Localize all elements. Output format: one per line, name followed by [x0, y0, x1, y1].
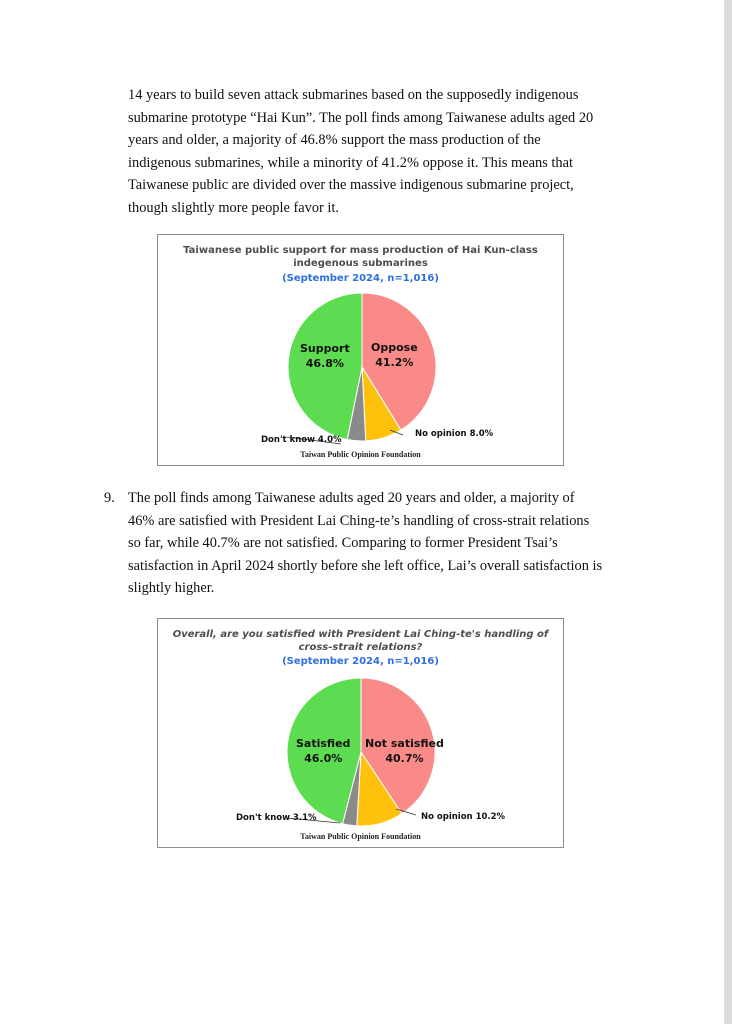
- slice-name: Satisfied: [296, 737, 351, 750]
- chart-subtitle: (September 2024, n=1,016): [282, 273, 439, 284]
- text-line: 46% are satisfied with President Lai Ching-te’s handling of cross-strait relations: [128, 512, 590, 529]
- pie-svg: [158, 235, 563, 465]
- text-line: indigenous submarines, while a minority of 41.2% oppose it. This means that: [128, 154, 573, 171]
- text-line: submarine prototype “Hai Kun”. The poll finds among Taiwanese adults aged 20: [128, 109, 594, 126]
- slice-value: 41.2%: [375, 356, 414, 369]
- slice-label-no-opinion: No opinion 10.2%: [421, 812, 506, 822]
- paragraph-item-9: [128, 487, 628, 600]
- slice-name: Not satisfied: [365, 737, 444, 750]
- text-line: 14 years to build seven attack submarines based on the supposedly indigenous: [128, 87, 579, 103]
- slice-value: 40.7%: [385, 752, 424, 765]
- slice-label-satisfied: [296, 736, 350, 766]
- slice-label-not-satisfied: [365, 736, 444, 766]
- scrollbar[interactable]: [724, 0, 732, 1024]
- slice-value: 46.0%: [304, 752, 343, 765]
- slice-label-dont-know: Don't know 4.0%: [261, 435, 342, 445]
- chart-title-line: cross-strait relations?: [298, 642, 423, 653]
- text-line: years and older, a majority of 46.8% support the mass production of the: [128, 132, 541, 148]
- text-line: slightly higher.: [128, 580, 215, 596]
- text-line: satisfaction in April 2024 shortly before she left office, Lai’s overall satisfaction is: [128, 557, 603, 574]
- chart-title-line: Overall, are you satisfied with President Lai Ching-te's handling of: [172, 629, 549, 640]
- slice-name: Oppose: [371, 341, 418, 354]
- slice-label-oppose: [371, 340, 418, 370]
- slice-name: Support: [300, 342, 350, 355]
- chart-source: Taiwan Public Opinion Foundation: [300, 450, 421, 459]
- text-line: Taiwanese public are divided over the massive indigenous submarine project,: [128, 177, 574, 193]
- chart-title-line: indegenous submarines: [293, 258, 428, 269]
- paragraph-submarine-intro: [128, 84, 618, 219]
- slice-label-dont-know: Don't know 3.1%: [236, 813, 317, 823]
- slice-label-support: [300, 341, 350, 371]
- text-line: though slightly more people favor it.: [128, 199, 340, 216]
- pie-chart-submarine-support: [157, 234, 564, 466]
- text-line: so far, while 40.7% are not satisfied. Comparing to former President Tsai’s: [128, 535, 558, 551]
- chart-title-line: Taiwanese public support for mass production of Hai Kun-class: [183, 245, 538, 256]
- pie-chart-lai-satisfaction: [157, 618, 564, 848]
- chart-source: Taiwan Public Opinion Foundation: [300, 832, 421, 841]
- slice-label-no-opinion: No opinion 8.0%: [415, 429, 494, 439]
- list-number: 9.: [104, 490, 115, 506]
- text-line: The poll finds among Taiwanese adults aged 20 years and older, a majority of: [128, 490, 575, 506]
- chart-subtitle: (September 2024, n=1,016): [282, 656, 439, 667]
- slice-value: 46.8%: [305, 357, 344, 370]
